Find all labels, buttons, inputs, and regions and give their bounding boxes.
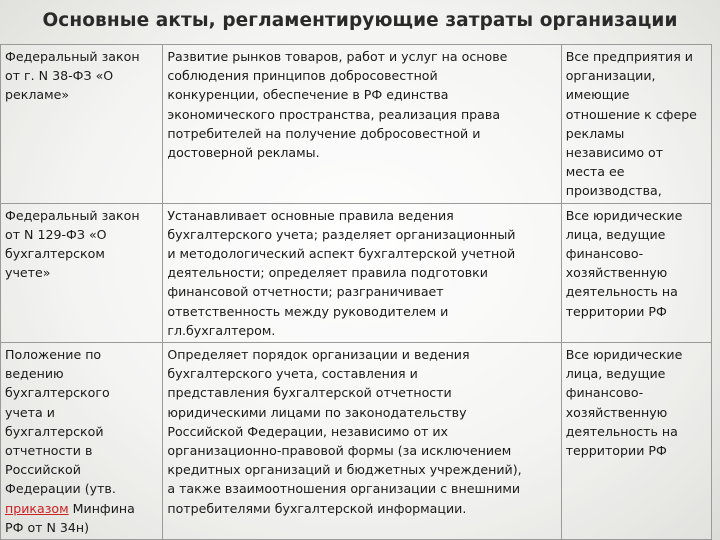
act-description-cell: Определяет порядок организации и ведения бухгалтерского учета, составления и представления бухгалтерской отчетности юридическими лицами по законодательству Российской Федерации, независимо от их организационно-правовой формы (за исключением кредитных организаций и бюджетных учреждений), а также взаимоотношения организации с внешними потребителями бухгалтерской информации. bbox=[163, 343, 561, 540]
table-row bbox=[1, 203, 712, 342]
acts-table bbox=[0, 44, 712, 540]
act-name-text: Положение по ведению бухгалтерского учета и бухгалтерской отчетности в Российской Федерации (утв. bbox=[5, 347, 116, 497]
act-name-text-end: Минфина РФ от N 34н) bbox=[5, 500, 135, 535]
act-name-cell: Федеральный закон от г. N 38-ФЗ «О рекламе» bbox=[1, 45, 163, 204]
act-scope-cell: Все юридические лица, ведущие финансово- хозяйственную деятельность на территории РФ bbox=[561, 203, 711, 342]
act-scope-cell: Все предприятия и организации, имеющие отношение к сфере рекламы независимо от места ее производства, bbox=[561, 45, 711, 204]
act-scope-cell: Все юридические лица, ведущие финансово- хозяйственную деятельность на территории РФ bbox=[561, 343, 711, 540]
order-link[interactable]: приказом bbox=[5, 500, 69, 516]
act-name-cell: Федеральный закон от N 129-ФЗ «О бухгалтерском учете» bbox=[1, 203, 163, 342]
table-row bbox=[1, 343, 712, 540]
act-description-cell: Устанавливает основные правила ведения бухгалтерского учета; разделяет организационный и методологический аспект бухгалтерской учетной деятельности; определяет правила подготовки финансовой отчетности; разграничивает ответственность между руководителем и гл.бухгалтером. bbox=[163, 203, 561, 342]
page-title: Основные акты, регламентирующие затраты организации bbox=[42, 10, 678, 31]
act-description-cell: Развитие рынков товаров, работ и услуг на основе соблюдения принципов добросовестной конкуренции, обеспечение в РФ единства экономического пространства, реализация права потребителей на получение добросовестной и достоверной рекламы. bbox=[163, 45, 561, 204]
act-name-cell bbox=[1, 343, 163, 540]
table-row bbox=[1, 45, 712, 204]
